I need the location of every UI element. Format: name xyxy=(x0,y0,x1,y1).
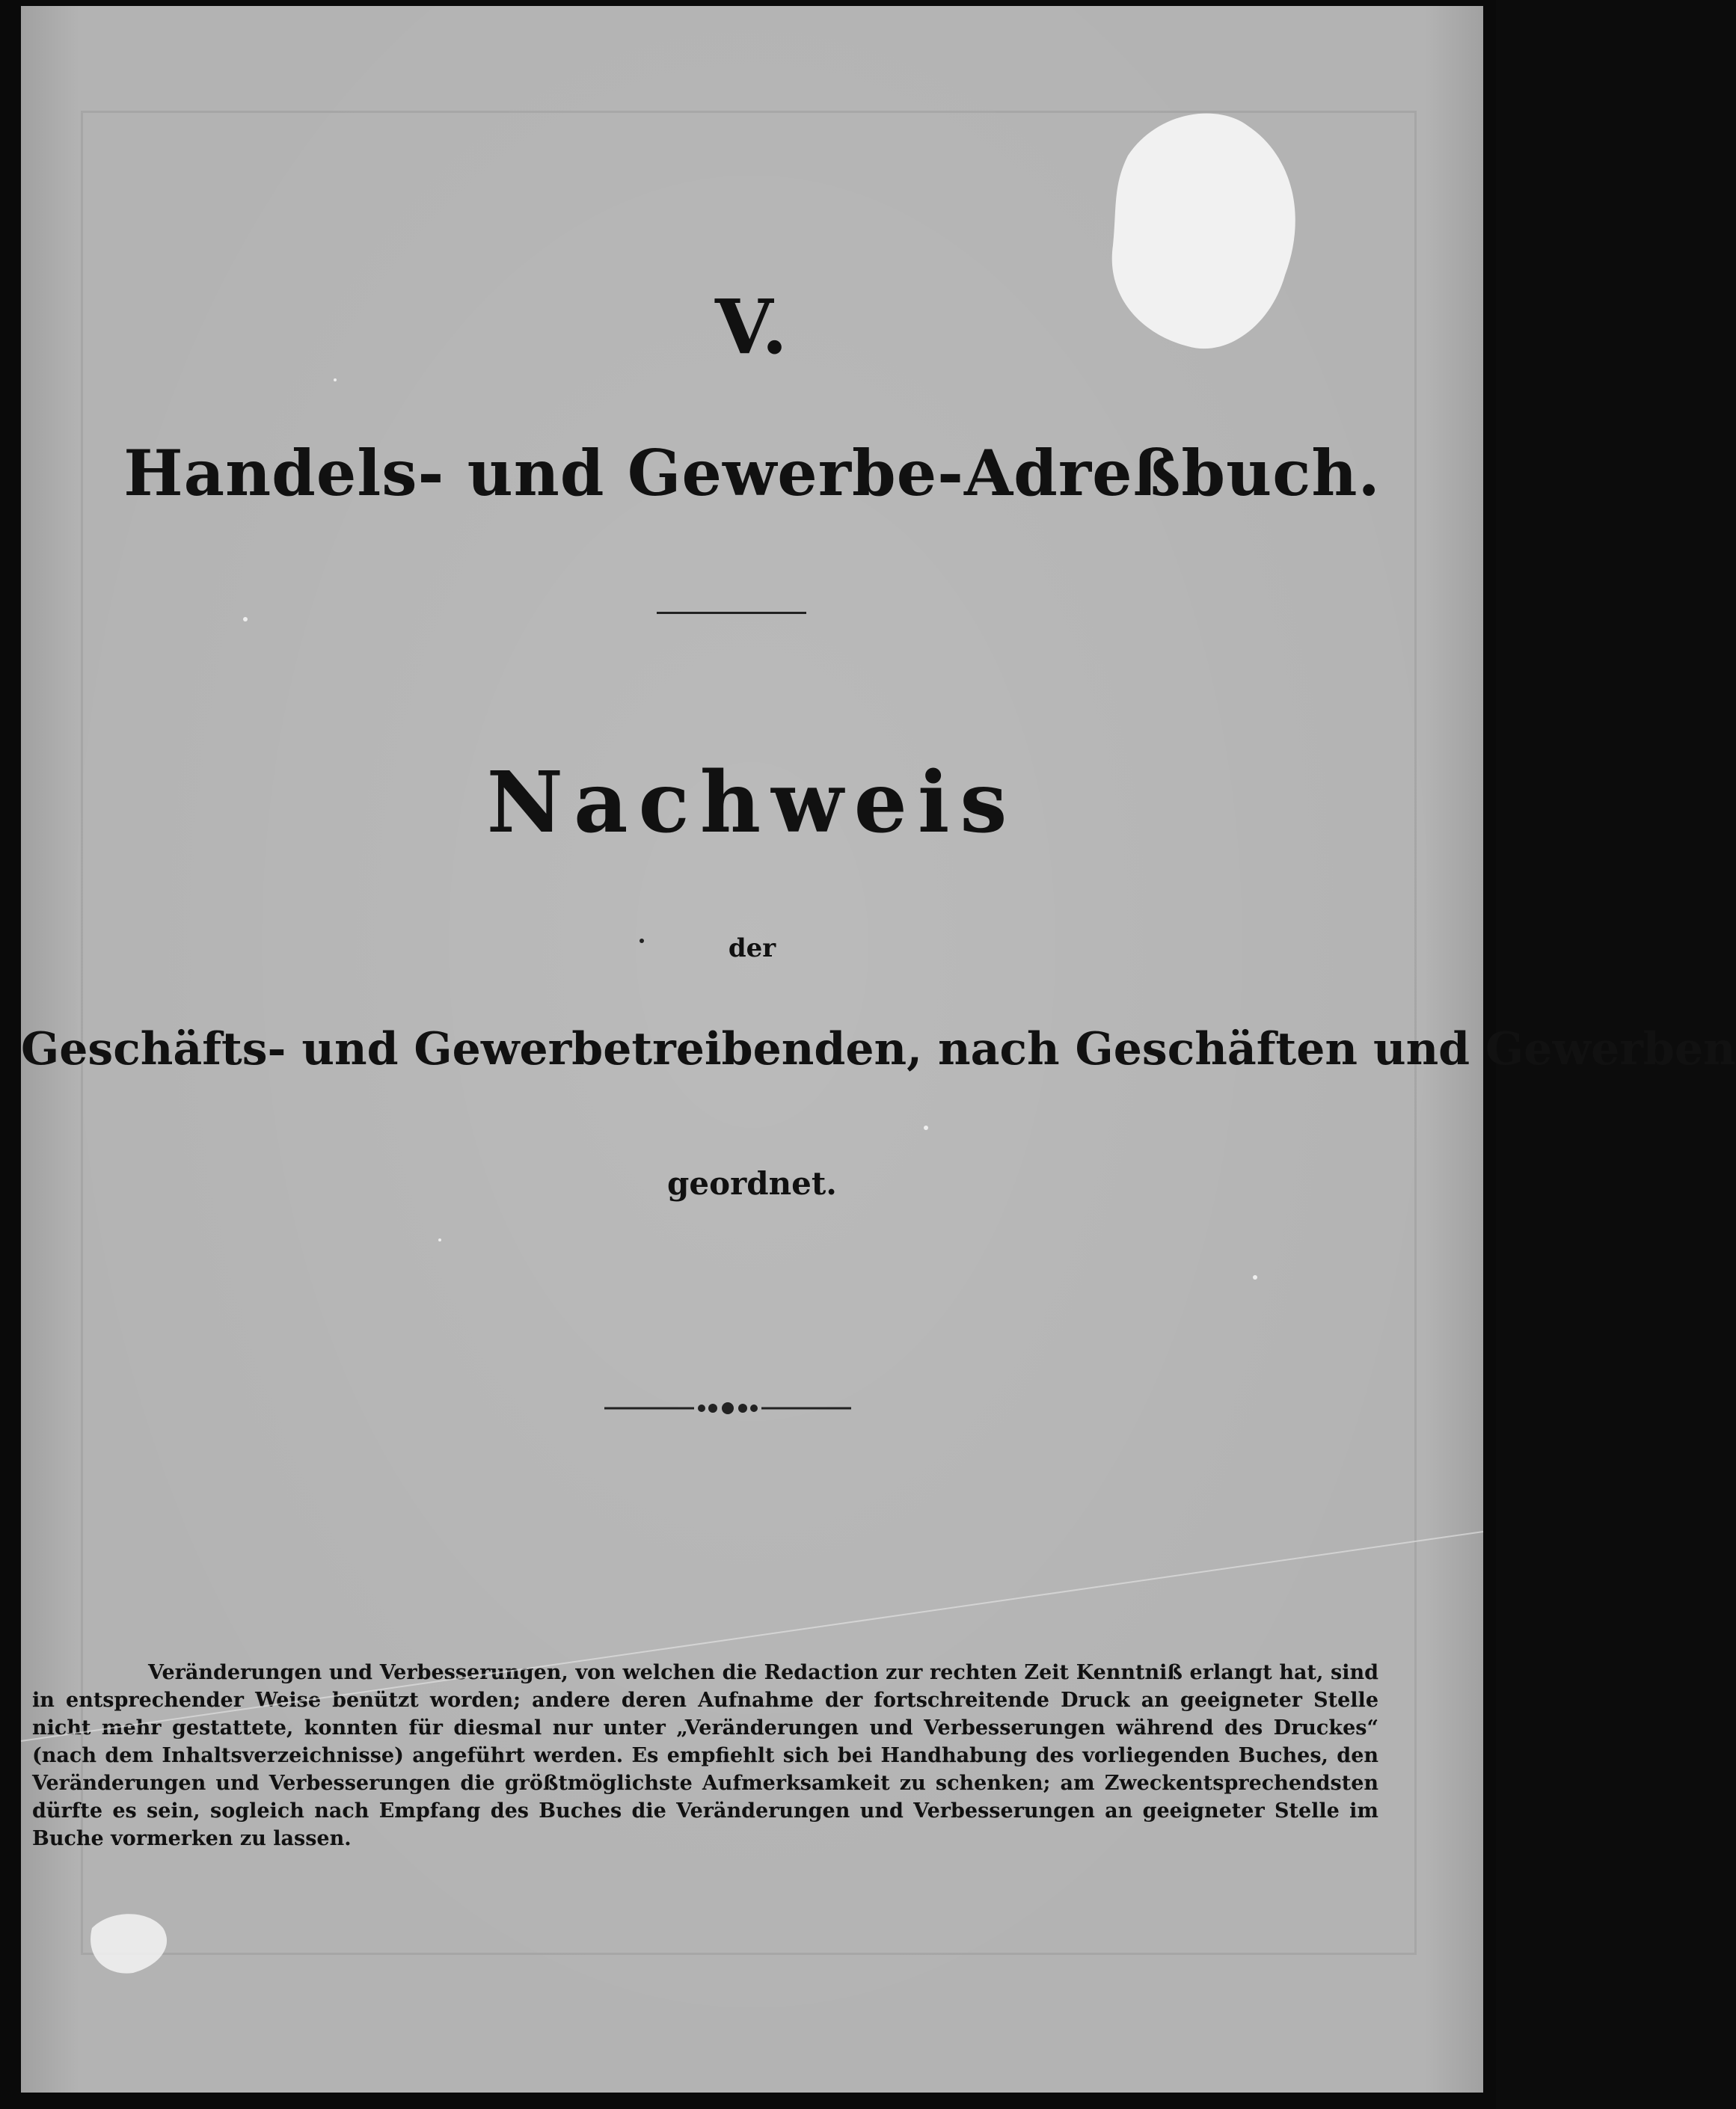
page xyxy=(21,6,1736,2093)
section-heading: Nachweis xyxy=(486,754,1018,852)
subtitle-suffix-text: geordnet. xyxy=(667,1165,837,1202)
editorial-footnote: Veränderungen und Verbesserungen, von welchen die Redaction zur rechten Zeit Kenntniß erlangt hat, sind in entsprechender Weise benützt worden; andere deren Aufnahme der fortschreitende Druck an geeigneter Stelle nicht mehr gestattete, konnten für diesmal nur unter „Veränderungen und Verbesserungen während des Druckes“ (nach dem Inhaltsverzeichnisse) angeführt werden. Es empfiehlt sich bei Handhabung des vorliegenden Buches, den Veränderungen und Verbesserungen die größtmöglichste Aufmerksamkeit zu schenken; am Zweckentsprechendsten dürfte es sein, sogleich nach Empfang des Buches die Veränderungen und Verbesserungen an geeigneter Stelle im Buche vormerken zu lassen. xyxy=(32,1661,1378,1850)
scan-artifacts xyxy=(21,6,1736,2093)
book-title: Handels- und Gewerbe-Adreßbuch. xyxy=(123,436,1381,510)
section-numeral: V. xyxy=(715,283,789,371)
heading-connector-text: der xyxy=(728,933,776,963)
section-subtitle: Geschäfts- und Gewerbetreibenden, nach Geschäften und Gewerben xyxy=(21,1023,1736,1075)
